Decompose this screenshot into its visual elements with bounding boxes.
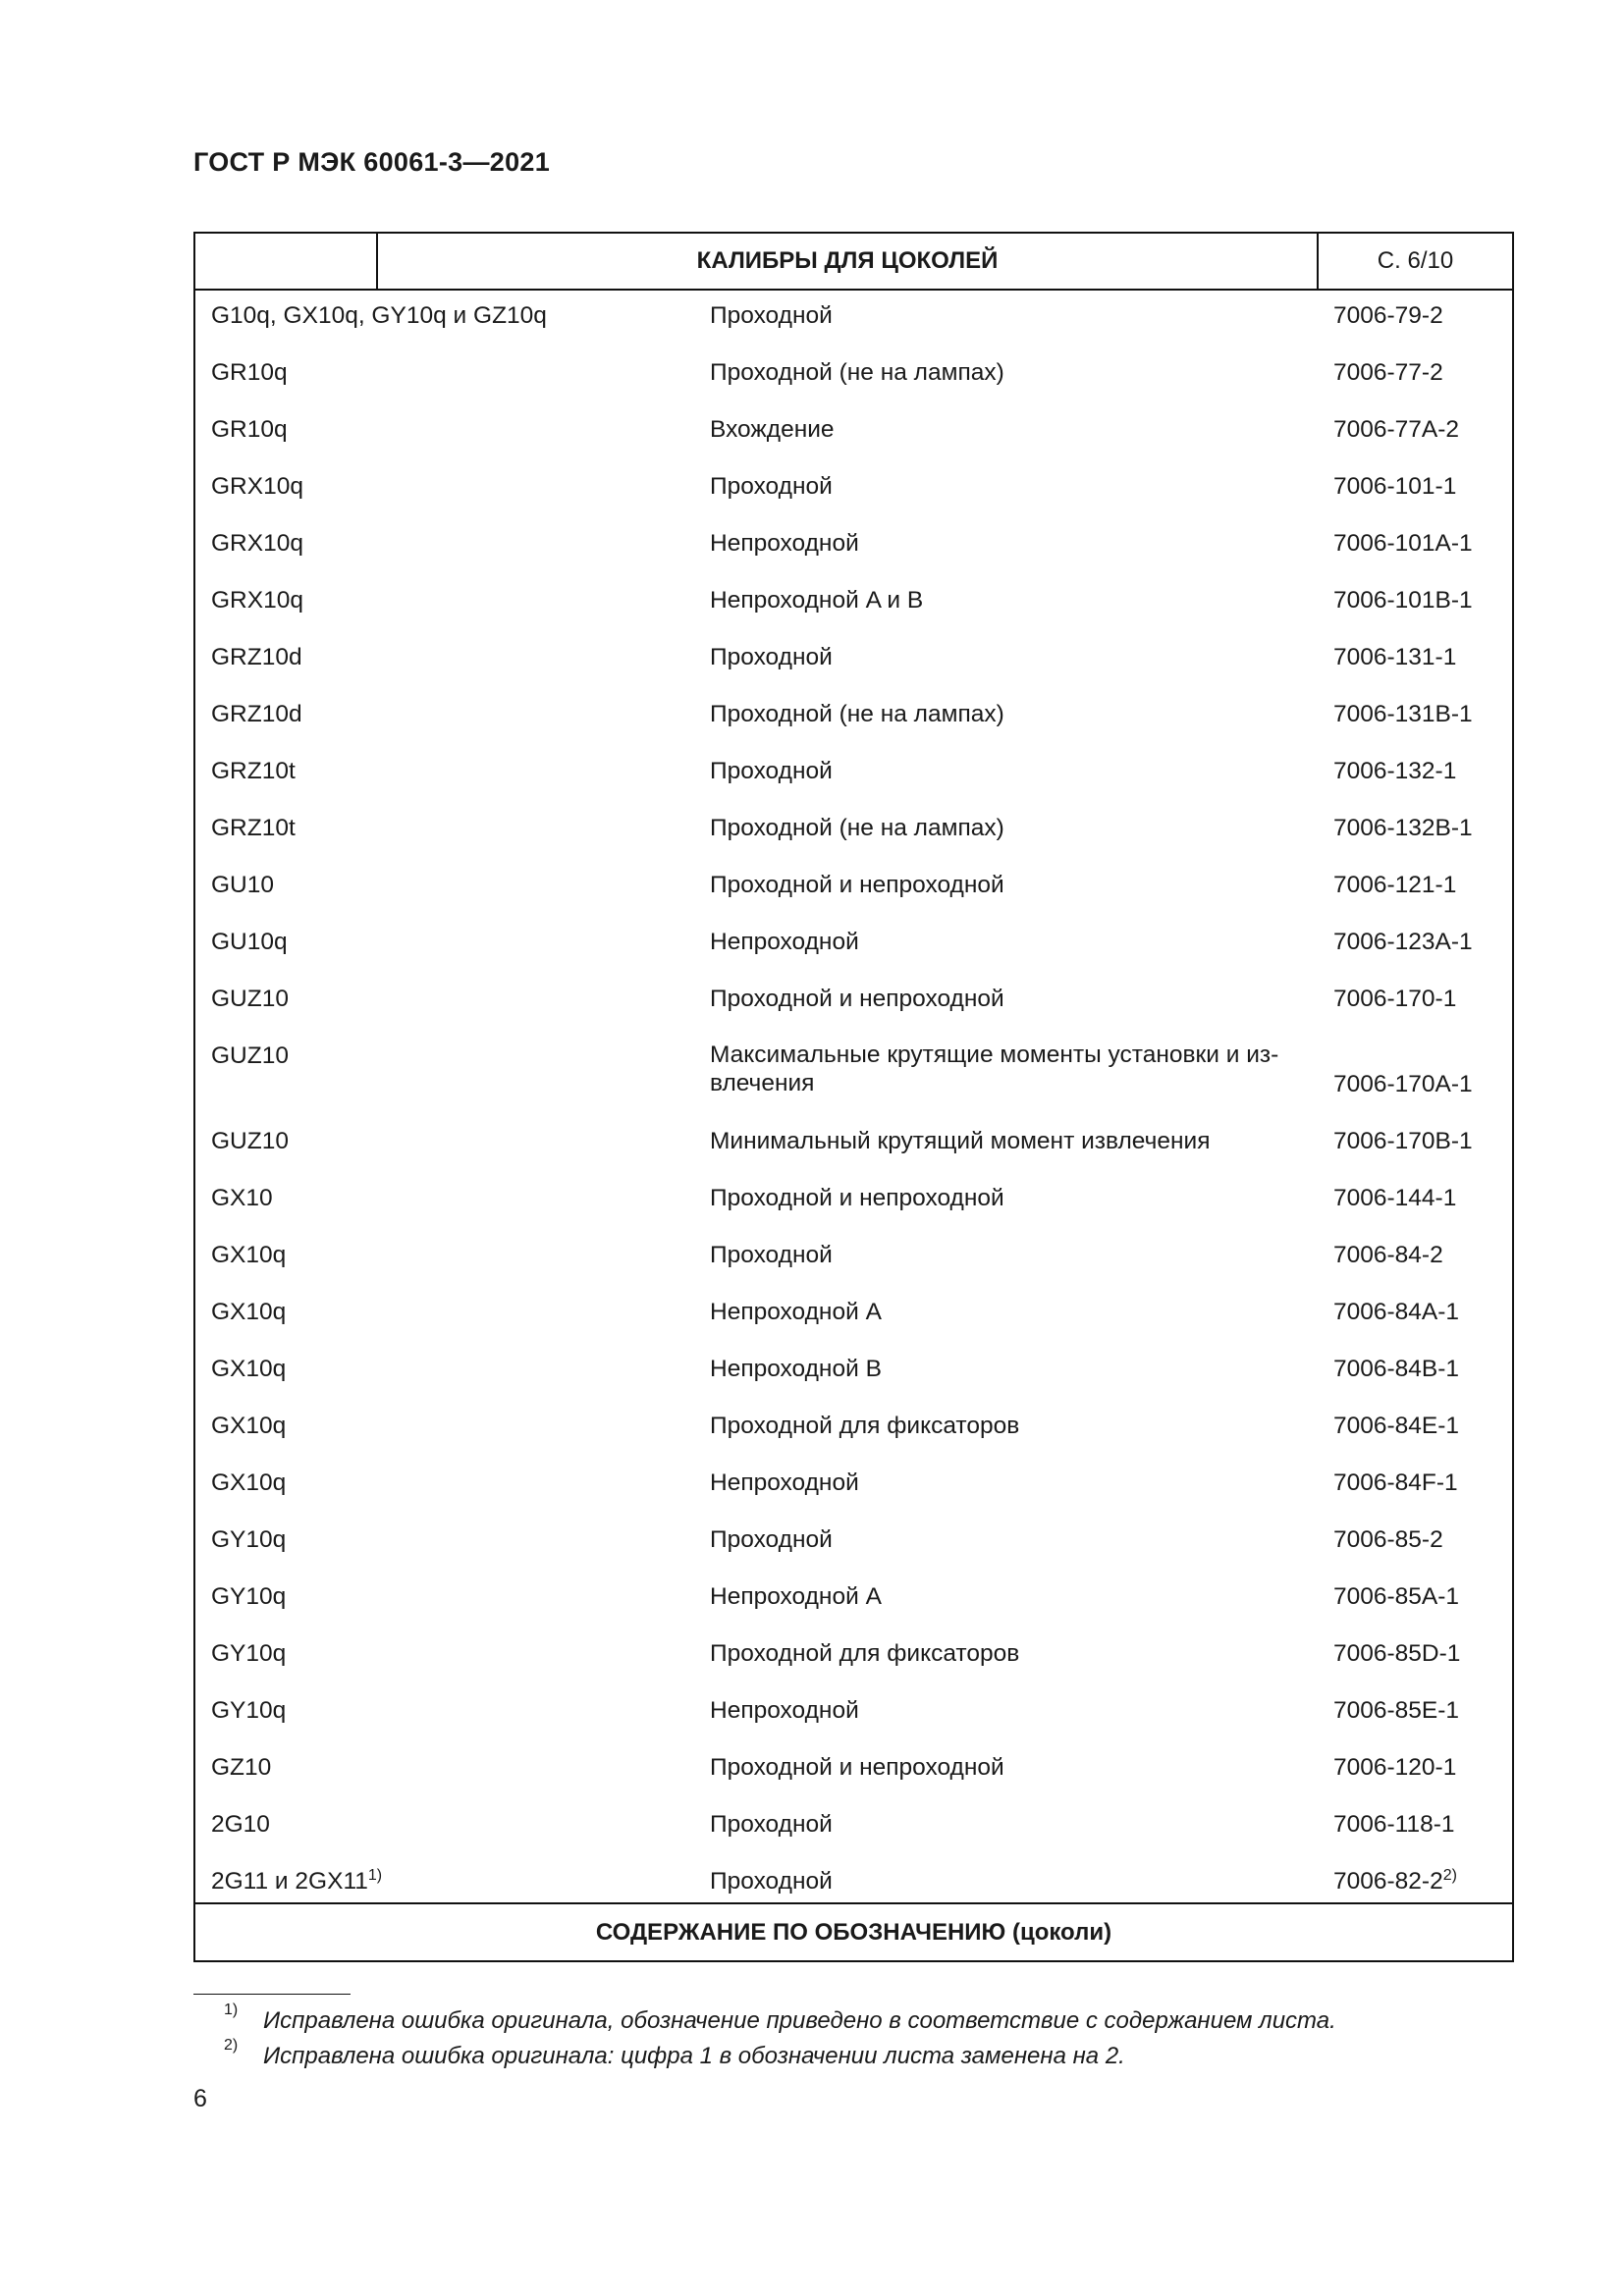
base-designation: GRX10q xyxy=(211,587,303,614)
base-designation: GUZ10 xyxy=(211,1128,289,1154)
footnote-text: Исправлена ошибка оригинала: цифра 1 в обозначении листа заменена на 2. xyxy=(263,2043,1125,2069)
base-designation: GRZ10t xyxy=(211,758,296,784)
table-row xyxy=(195,291,1512,347)
table-row xyxy=(195,518,1512,575)
base-designation: GR10q xyxy=(211,416,288,443)
gauge-type: Минимальный крутящий момент извлечения xyxy=(710,1128,1211,1154)
sheet-number: 7006-101-1 xyxy=(1333,473,1457,500)
table-footer: СОДЕРЖАНИЕ ПО ОБОЗНАЧЕНИЮ (цоколи) xyxy=(195,1902,1512,1960)
gauge-table xyxy=(193,232,1514,1962)
gauge-type: Непроходной xyxy=(710,1469,859,1496)
sheet-number: 7006-170B-1 xyxy=(1333,1128,1473,1154)
sheet-number: 7006-77-2 xyxy=(1333,359,1443,386)
table-row xyxy=(195,1401,1512,1458)
gauge-type-line-2: влечения xyxy=(710,1070,815,1096)
table-row xyxy=(195,1344,1512,1401)
base-designation: GU10 xyxy=(211,872,275,898)
base-designation: GX10q xyxy=(211,1356,287,1382)
sheet-number: 7006-84F-1 xyxy=(1333,1469,1458,1496)
gauge-type: Проходной (не на лампах) xyxy=(710,359,1004,386)
table-row xyxy=(195,974,1512,1031)
table-body xyxy=(195,291,1512,1904)
footnote-2 xyxy=(224,2037,1125,2070)
base-designation: GRX10q xyxy=(211,473,303,500)
table-row xyxy=(195,1799,1512,1856)
gauge-type: Проходной и непроходной xyxy=(710,1185,1004,1211)
table-row xyxy=(195,347,1512,404)
table-row xyxy=(195,575,1512,632)
sheet-number: 7006-131-1 xyxy=(1333,644,1457,670)
gauge-type xyxy=(710,1041,1309,1097)
sheet-number: 7006-84-2 xyxy=(1333,1242,1443,1268)
gauge-type-line-1: Максимальные крутящие моменты установки и из- xyxy=(710,1041,1279,1068)
table-row xyxy=(195,1458,1512,1515)
table-row xyxy=(195,1742,1512,1799)
gauge-type: Непроходной A xyxy=(710,1299,882,1325)
sheet-number: 7006-77A-2 xyxy=(1333,416,1460,443)
sheet-number: 7006-84A-1 xyxy=(1333,1299,1460,1325)
sheet-page-ref: С. 6/10 xyxy=(1377,247,1454,274)
gauge-type: Проходной xyxy=(710,302,833,329)
sheet-number: 7006-144-1 xyxy=(1333,1185,1457,1211)
sheet-number: 7006-79-2 xyxy=(1333,302,1443,329)
table-row xyxy=(195,1031,1512,1116)
base-designation: GX10q xyxy=(211,1413,287,1439)
gauge-type: Проходной xyxy=(710,1526,833,1553)
table-row xyxy=(195,404,1512,461)
gauge-type: Непроходной xyxy=(710,530,859,557)
base-designation: GRZ10d xyxy=(211,701,302,727)
footnote-text: Исправлена ошибка оригинала, обозначение приведено в соответствие с содержанием листа. xyxy=(263,2007,1336,2034)
gauge-type: Проходной xyxy=(710,758,833,784)
gauge-type: Непроходной A xyxy=(710,1583,882,1610)
footnote-mark: 1) xyxy=(224,2002,239,2018)
footnote-ref-1: 1) xyxy=(367,1867,383,1884)
table-row xyxy=(195,632,1512,689)
gauge-type: Проходной xyxy=(710,1868,833,1895)
sheet-number: 7006-120-1 xyxy=(1333,1754,1457,1781)
table-row xyxy=(195,1287,1512,1344)
gauge-type: Непроходной A и B xyxy=(710,587,924,614)
base-designation: GX10q xyxy=(211,1299,287,1325)
table-row xyxy=(195,1515,1512,1572)
sheet-number: 7006-85D-1 xyxy=(1333,1640,1461,1667)
page-number: 6 xyxy=(193,2085,207,2112)
table-row xyxy=(195,860,1512,917)
base-designation: GRZ10t xyxy=(211,815,296,841)
base-designation-text: 2G11 и 2GX11 xyxy=(211,1868,368,1895)
sheet-number: 7006-101A-1 xyxy=(1333,530,1473,557)
table-row xyxy=(195,461,1512,518)
footnote-ref-2: 2) xyxy=(1442,1867,1457,1884)
sheet-number: 7006-131B-1 xyxy=(1333,701,1473,727)
base-designation: GX10 xyxy=(211,1185,273,1211)
gauge-type: Вхождение xyxy=(710,416,835,443)
table-row xyxy=(195,689,1512,746)
sheet-number: 7006-84B-1 xyxy=(1333,1356,1460,1382)
gauge-type: Проходной и непроходной xyxy=(710,986,1004,1012)
gauge-type: Проходной xyxy=(710,644,833,670)
sheet-number: 7006-170A-1 xyxy=(1333,1071,1473,1097)
gauge-type: Проходной и непроходной xyxy=(710,872,1004,898)
table-title: КАЛИБРЫ ДЛЯ ЦОКОЛЕЙ xyxy=(378,234,1319,289)
base-designation: GY10q xyxy=(211,1526,287,1553)
base-designation: GY10q xyxy=(211,1583,287,1610)
table-row xyxy=(195,1685,1512,1742)
sheet-number xyxy=(1333,1866,1500,1896)
table-row xyxy=(195,1116,1512,1173)
document-header: ГОСТ Р МЭК 60061-3—2021 xyxy=(193,147,551,177)
table-row xyxy=(195,1572,1512,1629)
base-designation: GY10q xyxy=(211,1640,287,1667)
sheet-number: 7006-121-1 xyxy=(1333,872,1457,898)
header-blank-cell xyxy=(195,234,378,289)
gauge-type: Проходной (не на лампах) xyxy=(710,815,1004,841)
base-designation: GUZ10 xyxy=(211,1042,289,1069)
table-header xyxy=(195,234,1512,291)
sheet-number: 7006-101B-1 xyxy=(1333,587,1473,614)
base-designation: GRX10q xyxy=(211,530,303,557)
base-designation: GX10q xyxy=(211,1242,287,1268)
table-row xyxy=(195,1173,1512,1230)
sheet-number: 7006-132B-1 xyxy=(1333,815,1473,841)
base-designation: GY10q xyxy=(211,1697,287,1724)
sheet-number: 7006-85A-1 xyxy=(1333,1583,1460,1610)
table-row xyxy=(195,1230,1512,1287)
base-designation: GX10q xyxy=(211,1469,287,1496)
footnote-1 xyxy=(224,2002,1336,2035)
gauge-type: Проходной xyxy=(710,473,833,500)
gauge-type: Проходной xyxy=(710,1242,833,1268)
base-designation: G10q, GX10q, GY10q и GZ10q xyxy=(211,302,547,329)
gauge-type: Проходной (не на лампах) xyxy=(710,701,1004,727)
gauge-type: Непроходной xyxy=(710,1697,859,1724)
sheet-number: 7006-123A-1 xyxy=(1333,929,1473,955)
gauge-type: Проходной и непроходной xyxy=(710,1754,1004,1781)
base-designation: GRZ10d xyxy=(211,644,302,670)
table-row xyxy=(195,1629,1512,1685)
gauge-type: Непроходной B xyxy=(710,1356,882,1382)
sheet-number: 7006-85E-1 xyxy=(1333,1697,1460,1724)
gauge-type: Проходной для фиксаторов xyxy=(710,1640,1020,1667)
gauge-type: Проходной xyxy=(710,1811,833,1838)
table-row xyxy=(195,917,1512,974)
sheet-number-text: 7006-82-2 xyxy=(1333,1868,1443,1895)
sheet-number: 7006-132-1 xyxy=(1333,758,1457,784)
footnote-mark: 2) xyxy=(224,2037,239,2054)
sheet-number: 7006-170-1 xyxy=(1333,986,1457,1012)
table-row xyxy=(195,746,1512,803)
gauge-type: Непроходной xyxy=(710,929,859,955)
gauge-type: Проходной для фиксаторов xyxy=(710,1413,1020,1439)
base-designation: GR10q xyxy=(211,359,288,386)
base-designation xyxy=(211,1866,682,1896)
base-designation: 2G10 xyxy=(211,1811,270,1838)
base-designation: GZ10 xyxy=(211,1754,272,1781)
sheet-number: 7006-85-2 xyxy=(1333,1526,1443,1553)
table-row xyxy=(195,803,1512,860)
base-designation: GUZ10 xyxy=(211,986,289,1012)
footnote-divider xyxy=(193,1994,351,1995)
base-designation: GU10q xyxy=(211,929,288,955)
sheet-number: 7006-84E-1 xyxy=(1333,1413,1460,1439)
sheet-number: 7006-118-1 xyxy=(1333,1811,1455,1838)
